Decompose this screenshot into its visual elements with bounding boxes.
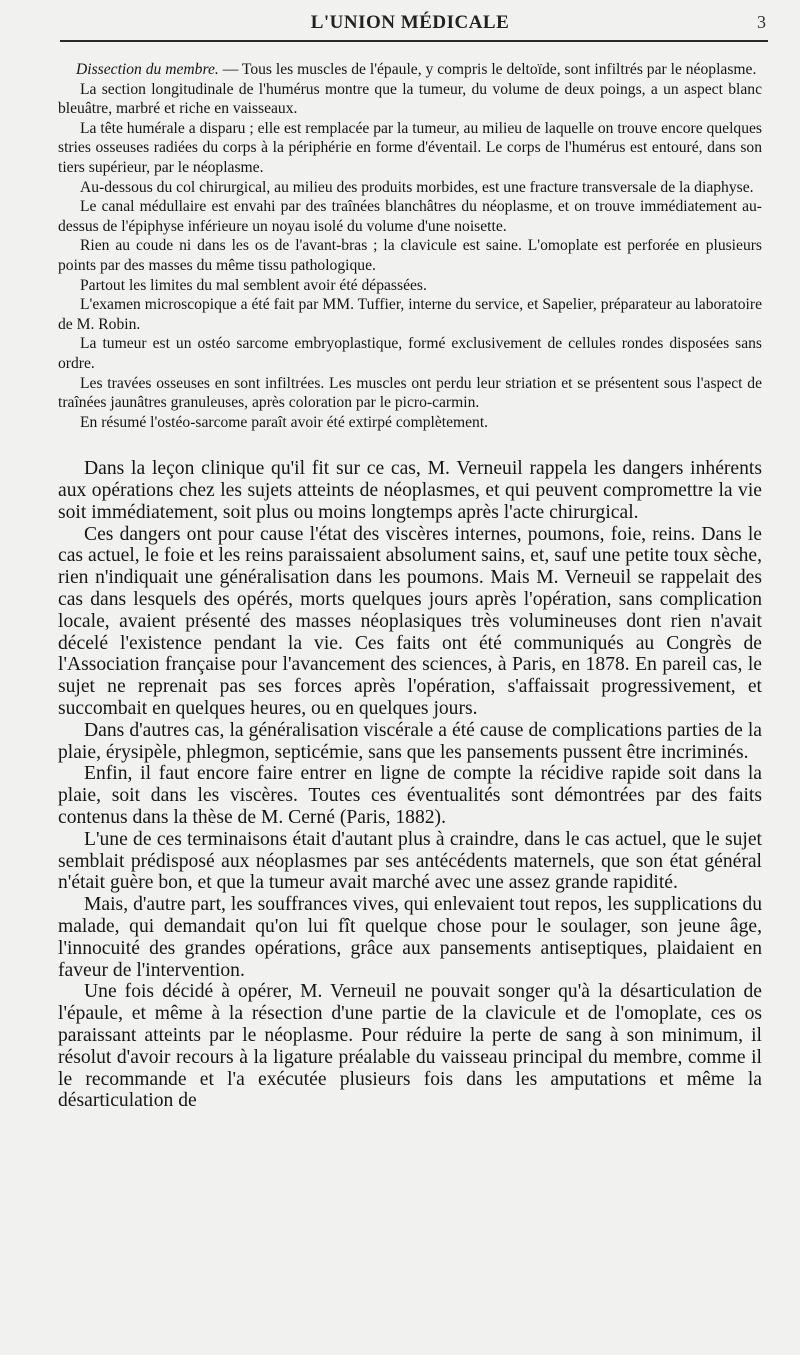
clinical-lesson xyxy=(58,458,762,1112)
lesson-paragraph: Mais, d'autre part, les souffrances vives, qui enlevaient tout repos, les supplications du malade, qui demandait qu'on lui fît quelque chose pour le soulager, son jeune âge, l'innocuité des grandes opérations, grâce aux pansements antiseptiques, plaidaient en faveur de l'intervention. xyxy=(58,894,762,981)
lesson-paragraph: Une fois décidé à opérer, M. Verneuil ne pouvait songer qu'à la désarticulation de l'épaule, et même à la résection d'une partie de la clavicule et de l'omoplate, ces os paraissant atteints par le néoplasme. Pour réduire la perte de sang à son minimum, il résolut d'avoir recours à la ligature préalable du vaisseau principal du membre, comme il le recommande et l'a exécutée plusieurs fois dans les amputations et même la désarticulation de xyxy=(58,981,762,1112)
lesson-paragraph: Enfin, il faut encore faire entrer en ligne de compte la récidive rapide soit dans la plaie, soit dans les viscères. Toutes ces éventualités sont démontrées par des faits contenus dans la thèse de M. Cerné (Paris, 1882). xyxy=(58,763,762,829)
case-paragraph-text: — Tous les muscles de l'épaule, y compris le deltoïde, sont infiltrés par le néoplasme. xyxy=(222,61,757,78)
case-paragraph: Partout les limites du mal semblent avoir été dépassées. xyxy=(80,276,427,294)
case-paragraph: La tête humérale a disparu ; elle est remplacée par la tumeur, au milieu de laquelle on trouve encore quelques stries osseuses radiées du corps à la périphérie en forme d'éventail. Le corps de l'humérus est entouré, dans son tiers supérieur, par le néoplasme. xyxy=(58,119,762,176)
case-paragraph: La section longitudinale de l'humérus montre que la tumeur, du volume de deux poings, a un aspect blanc bleuâtre, marbré et riche en vaisseaux. xyxy=(58,80,762,118)
header-rule xyxy=(60,40,768,42)
case-paragraph: Rien au coude ni dans les os de l'avant-bras ; la clavicule est saine. L'omoplate est perforée en plusieurs points par des masses du même tissu pathologique. xyxy=(58,237,762,274)
lesson-paragraph: Dans la leçon clinique qu'il fit sur ce cas, M. Verneuil rappela les dangers inhérents aux opérations chez les sujets atteints de néoplasmes, et qui peuvent compromettre la vie soit immédiatement, soit plus ou moins longtemps après l'acte chirurgical. xyxy=(58,458,762,523)
running-title: L'UNION MÉDICALE xyxy=(310,12,510,33)
case-paragraph: La tumeur est un ostéo sarcome embryoplastique, formé exclusivement de cellules rondes disposées sans ordre. xyxy=(58,335,762,372)
dissection-heading: Dissection du membre. xyxy=(76,61,219,78)
lesson-paragraph: Ces dangers ont pour cause l'état des viscères internes, poumons, foie, reins. Dans le cas actuel, le foie et les reins paraissaient absolument sains, et, sauf une petite toux sèche, rien n'indiquait une généralisation dans les poumons. Mais M. Verneuil se rappelait des cas dans lesquels des opérés, morts quelques jours après l'opération, sans complication locale, avaient présenté des masses néoplasiques très volumineuses dont rien n'avait décelé l'existence pendant la vie. Ces faits ont été communiqués au Congrès de l'Association française pour l'avancement des sciences, à Paris, en 1878. En pareil cas, le sujet ne reprenait pas ses forces après l'opération, s'affaissait progressivement, et succombait en quelques heures, ou en quelques jours. xyxy=(58,523,762,720)
case-paragraph: L'examen microscopique a été fait par MM. Tuffier, interne du service, et Sapelier, préparateur au laboratoire de M. Robin. xyxy=(58,296,762,333)
case-paragraph: En résumé l'ostéo-sarcome paraît avoir été extirpé complètement. xyxy=(80,413,489,431)
lesson-paragraph: Dans d'autres cas, la généralisation viscérale a été cause de complications parties de la plaie, érysipèle, phlegmon, septicémie, sans que les pansements pussent être incriminés. xyxy=(58,719,762,763)
page-number: 3 xyxy=(757,12,766,32)
case-report xyxy=(58,60,762,432)
case-paragraph xyxy=(58,60,762,80)
case-paragraph: Le canal médullaire est envahi par des traînées blanchâtres du néoplasme, et on trouve immédiatement au-dessus de l'épiphyse inférieure un noyau isolé du volume d'une noisette. xyxy=(58,198,762,235)
case-paragraph: Les travées osseuses en sont infiltrées. Les muscles ont perdu leur striation et se présentent sous l'aspect de traînées jaunâtres granuleuses, après coloration par le picro-carmin. xyxy=(58,374,762,412)
page-header xyxy=(58,0,766,40)
case-paragraph: Au-dessous du col chirurgical, au milieu des produits morbides, est une fracture transversale de la diaphyse. xyxy=(80,178,754,196)
lesson-paragraph: L'une de ces terminaisons était d'autant plus à craindre, dans le cas actuel, que le sujet semblait prédisposé aux néoplasmes par ses antécédents maternels, que son état général n'était guère bon, et que la tumeur avait marché avec une assez grande rapidité. xyxy=(58,828,762,894)
